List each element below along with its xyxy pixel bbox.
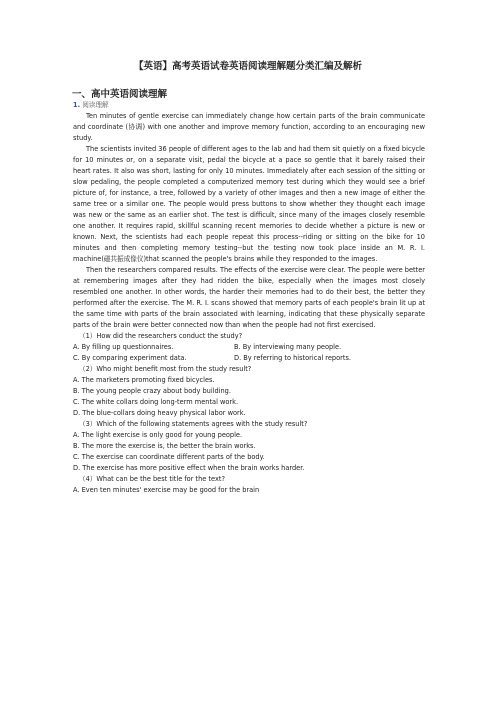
option-2c: C. The white collars doing long-term mental work. — [73, 398, 239, 406]
option-2d: D. The blue-collars doing heavy physical labor work. — [73, 409, 246, 417]
passage-paragraph-3: Then the researchers compared results. The effects of the exercise were clear. The people were better at remembering images after they had ridden the bike, especially when the images most closely resembled one another. In other words, the harder their memories had to do their best, the better they performed after the exercise. The M. R. I. scans showed that memory parts of each people's brain lit up at the same time with parts of the brain associated with learning, indicating that these physically separate parts of the brain were better connected now than when the people had not first exercised. — [73, 266, 425, 329]
page-title: 【英语】高考英语试卷英语阅读理解题分类汇编及解析 — [133, 61, 362, 72]
document-body — [73, 100, 425, 496]
option-4a: A. Even ten minutes' exercise may be good for the brain — [73, 486, 260, 494]
option-2a: A. The marketers promoting fixed bicycles. — [73, 376, 215, 384]
question-stem-4: （4）What can be the best title for the text? — [79, 475, 225, 483]
option-1c: C. By comparing experiment data. — [73, 354, 187, 362]
option-1a: A. By filling up questionnaires. — [73, 343, 174, 351]
option-row — [73, 342, 425, 353]
question-header — [73, 100, 425, 111]
question-title: 阅读理解 — [82, 101, 109, 109]
question-number: 1. — [73, 101, 81, 109]
passage-paragraph-2: The scientists invited 36 people of different ages to the lab and had them sit quietly on a fixed bicycle for 10 minutes or, on a separate visit, pedal the bicycle at a pace so gentle that it barely raised their heart rates. It also was short, lasting for only 10 minutes. Immediately after each session of the sitting or slow pedaling, the people completed a computerized memory test during which they would see a brief picture of, for instance, a tree, followed by a variety of other images and then a new image of either the same tree or a similar one. The people would press buttons to show whether they thought each image was new or the same as an earlier shot. The test is difficult, since many of the images closely resemble one another. It requires rapid, skillful scanning recent memories to decide whether a picture is new or known. Next, the scientists had each people repeat this process--riding or sitting on the bike for 10 minutes and then completing memory testing--but the testing now took place inside an M. R. I. machine(磁共振成像仪)that scanned the people's brains while they responded to the images. — [73, 145, 425, 263]
option-row — [73, 353, 425, 364]
option-3c: C. The exercise can coordinate different parts of the body. — [73, 453, 265, 461]
passage-paragraph-1: Ten minutes of gentle exercise can immediately change how certain parts of the brain communicate and coordinate (协调) with one another and improve memory function, according to an encouraging new study. — [73, 112, 425, 142]
section-heading: 一、高中英语阅读理解 — [72, 89, 168, 100]
option-3d: D. The exercise has more positive effect when the brain works harder. — [73, 464, 305, 472]
question-stem-3: （3）Which of the following statements agrees with the study result? — [79, 420, 308, 428]
question-stem-2: （2）Who might benefit most from the study result? — [79, 365, 252, 373]
option-2b: B. The young people crazy about body building. — [73, 387, 231, 395]
option-3a: A. The light exercise is only good for young people. — [73, 431, 243, 439]
option-1b: B. By interviewing many people. — [234, 343, 342, 351]
option-1d: D. By referring to historical reports. — [234, 354, 351, 362]
option-3b: B. The more the exercise is, the better the brain works. — [73, 442, 256, 450]
question-stem-1: （1）How did the researchers conduct the study? — [79, 332, 243, 340]
